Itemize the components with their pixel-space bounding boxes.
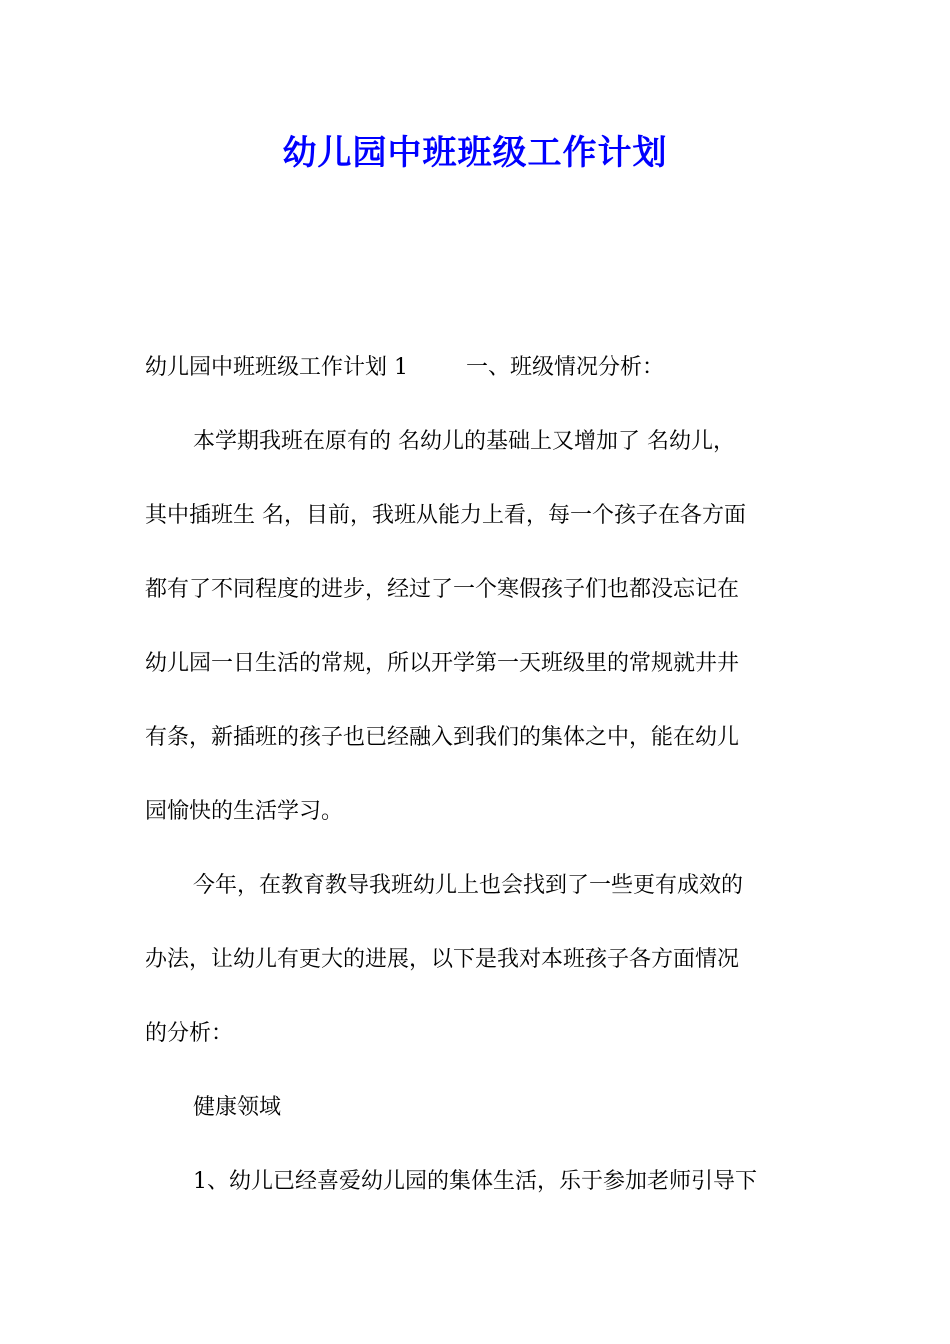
section-heading-line — [145, 331, 810, 405]
subsection-heading: 一、班级情况分析： — [466, 355, 665, 380]
paragraph-1-line: 都有了不同程度的进步，经过了一个寒假孩子们也都没忘记在 — [145, 577, 740, 602]
paragraph-1-line: 园愉快的生活学习。 — [145, 799, 344, 824]
health-heading: 健康领域 — [193, 1095, 282, 1120]
paragraph-2-line: 今年，在教育教导我班幼儿上也会找到了一些更有成效的 — [193, 873, 744, 898]
paragraph-1-line: 有条，新插班的孩子也已经融入到我们的集体之中，能在幼儿 — [145, 725, 740, 750]
paragraph-1-line: 本学期我班在原有的 名幼儿的基础上又增加了 名幼儿， — [193, 429, 735, 454]
paragraph-2-line: 的分析： — [145, 1021, 234, 1046]
document-title: 幼儿园中班班级工作计划 — [282, 133, 668, 173]
paragraph-2-line: 办法，让幼儿有更大的进展，以下是我对本班孩子各方面情况 — [145, 947, 740, 972]
item-1-line: 1、幼儿已经喜爱幼儿园的集体生活，乐于参加老师引导下 — [193, 1169, 757, 1194]
section-heading: 幼儿园中班班级工作计划 1 — [145, 355, 408, 380]
document-body — [145, 331, 810, 1219]
paragraph-1-line: 幼儿园一日生活的常规，所以开学第一天班级里的常规就井井 — [145, 651, 740, 676]
paragraph-1-line: 其中插班生 名，目前，我班从能力上看，每一个孩子在各方面 — [145, 503, 746, 528]
